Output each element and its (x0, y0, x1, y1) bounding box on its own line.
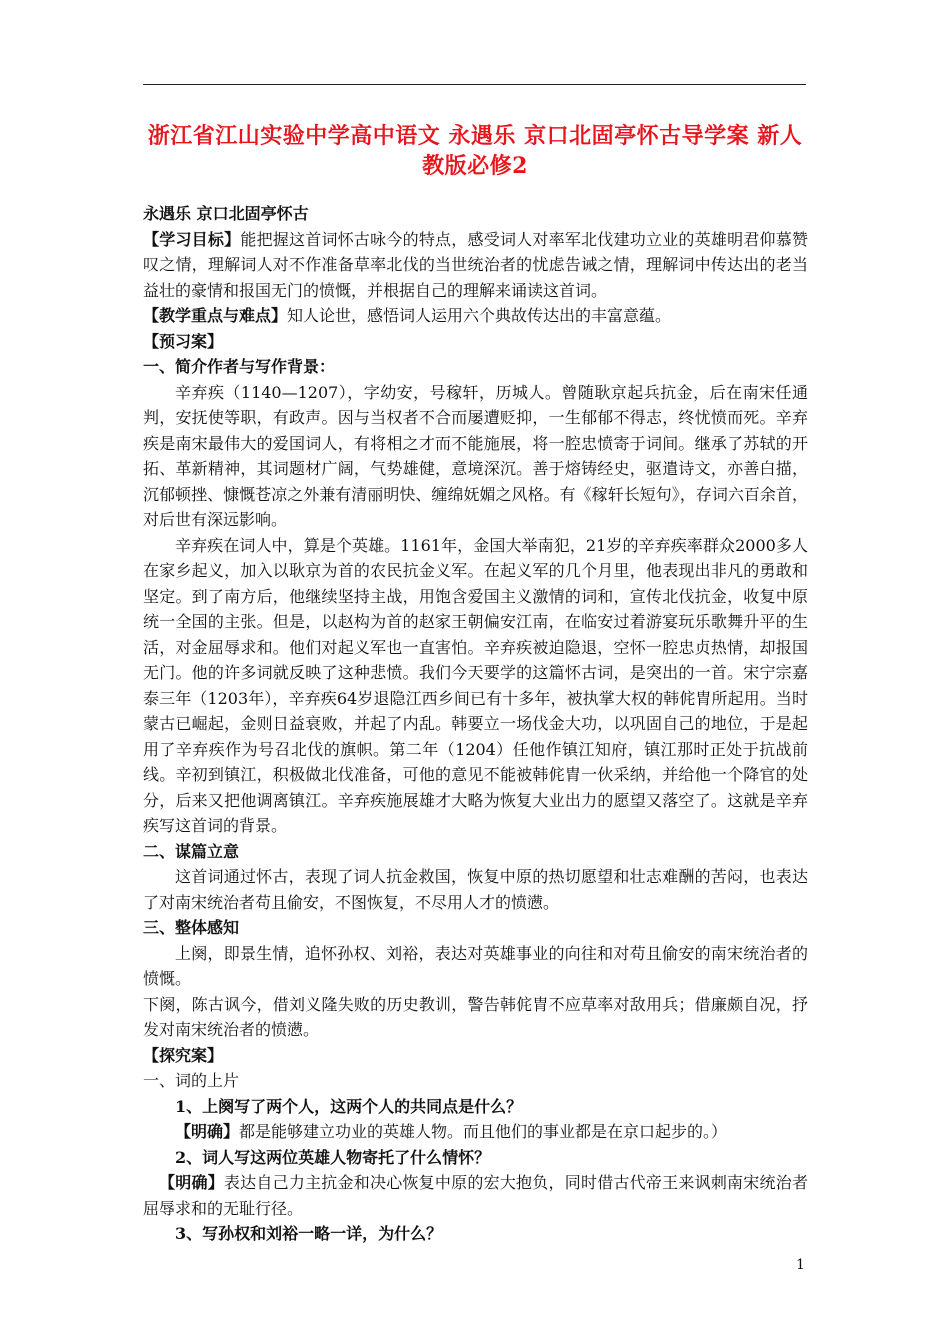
upper-stanza-paragraph: 上阕，即景生情，追怀孙权、刘裕，表达对英雄事业的向往和对苟且偷安的南宋统治者的愤慨。 (143, 943, 808, 988)
preview-label: 【预习案】 (143, 331, 224, 351)
header-rule (143, 84, 806, 85)
answer-2-label: 【明确】 (159, 1173, 224, 1192)
question-3: 3、写孙权和刘裕一略一详，为什么？ (175, 1224, 443, 1243)
answer-2-text: 表达自己力主抗金和决心恢复中原的宏大抱负，同时借古代帝王来讽刺南宋统治者屈辱求和的无耻行径。 (143, 1173, 808, 1218)
section-3-heading: 三、整体感知 (143, 918, 240, 937)
theme-paragraph: 这首词通过怀古，表现了词人抗金救国，恢复中原的热切愿望和壮志难酬的苦闷，也表达了对南宋统治者苟且偷安，不图恢复，不尽用人才的愤懑。 (143, 867, 808, 912)
question-2: 2、词人写这两位英雄人物寄托了什么情怀？ (175, 1147, 491, 1167)
poem-heading: 永遇乐 京口北固亭怀古 (143, 204, 309, 223)
answer-1 (143, 1119, 808, 1145)
document-body (143, 201, 808, 1247)
lower-stanza-paragraph: 下阕，陈古讽今，借刘义隆失败的历史教训，警告韩侂胄不应草率对敌用兵；借廉颇自况，抒发对南宋统治者的愤懑。 (143, 994, 808, 1039)
learning-goals (143, 227, 808, 304)
answer-1-text: 都是能够建立功业的英雄人物。而且他们的事业都是在京口起步的。） (239, 1122, 728, 1141)
part-1-heading: 一、词的上片 (143, 1071, 240, 1090)
focus-text: 知人论世，感悟词人运用六个典故传达出的丰富意蕴。 (287, 306, 672, 325)
background-paragraph: 辛弃疾在词人中，算是个英雄。1161年，金国大举南犯，21岁的辛弃疾率群众2000多人在家乡起义，加入以耿京为首的农民抗金义军。在起义军的几个月里，他表现出非凡的勇敢和坚定。到了南方后，他继续坚持主战，用饱含爱国主义激情的词和，宣传北伐抗金，收复中原统一全国的主张。但是，以赵构为首的赵家王朝偏安江南，在临安过着游宴玩乐歌舞升平的生活，对金屈辱求和。他们对起义军也一直害怕。辛弃疾被迫隐退，空怀一腔忠贞热情，却报国无门。他的许多词就反映了这种悲愤。我们今天要学的这篇怀古词，是突出的一首。宋宁宗嘉泰三年（1203年），辛弃疾64岁退隐江西乡间已有十多年，被执掌大权的韩侂胄所起用。当时蒙古已崛起，金则日益衰败，并起了内乱。韩要立一场伐金大功，以巩固自己的地位，于是起用了辛弃疾作为号召北伐的旗帜。第二年（1204）任他作镇江知府，镇江那时正处于抗战前线。辛初到镇江，积极做北伐准备，可他的意见不能被韩侂胄一伙采纳，并给他一个降官的处分，后来又把他调离镇江。辛弃疾施展雄才大略为恢复大业出力的愿望又落空了。这就是辛弃疾写这首词的背景。 (143, 535, 808, 835)
focus-label: 【教学重点与难点】 (143, 306, 288, 325)
page-number: 1 (796, 1257, 805, 1273)
goals-label: 【学习目标】 (143, 229, 241, 249)
title-line-1: 浙江省江山实验中学高中语文 永遇乐 京口北固亭怀古导学案 新人 (147, 123, 803, 149)
teaching-focus (143, 303, 808, 329)
answer-2 (143, 1170, 808, 1221)
author-intro-paragraph: 辛弃疾（1140—1207），字幼安，号稼轩，历城人。曾随耿京起兵抗金，后在南宋任通判，安抚使等职，有政声。因与当权者不合而屡遭贬抑，一生郁郁不得志，终忧愤而死。辛弃疾是南宋最伟大的爱国词人，有将相之才而不能施展，将一腔忠愤寄于词间。继承了苏轼的开拓、革新精神，其词题材广阔，气势雄健，意境深沉。善于熔铸经史，驱遣诗文，亦善白描，沉郁顿挫、慷慨苍凉之外兼有清丽明快、缠绵妩媚之风格。有《稼轩长短句》，存词六百余首，对后世有深远影响。 (143, 382, 808, 529)
section-1-heading: 一、简介作者与写作背景： (143, 357, 336, 376)
document-title (140, 121, 810, 181)
question-1: 1、上阕写了两个人，这两个人的共同点是什么？ (175, 1096, 523, 1116)
answer-1-label: 【明确】 (175, 1122, 240, 1141)
title-line-2: 教版必修2 (422, 153, 528, 179)
goals-text: 能把握这首词怀古咏今的特点，感受词人对率军北伐建功立业的英雄明君仰慕赞叹之情，理解词人对不作准备草率北伐的当世统治者的忧虑告诫之情，理解词中传达出的老当益壮的豪情和报国无门的愤慨，并根据自己的理解来诵读这首词。 (143, 229, 808, 300)
explore-label: 【探究案】 (143, 1045, 224, 1065)
section-2-heading: 二、谋篇立意 (143, 841, 240, 861)
